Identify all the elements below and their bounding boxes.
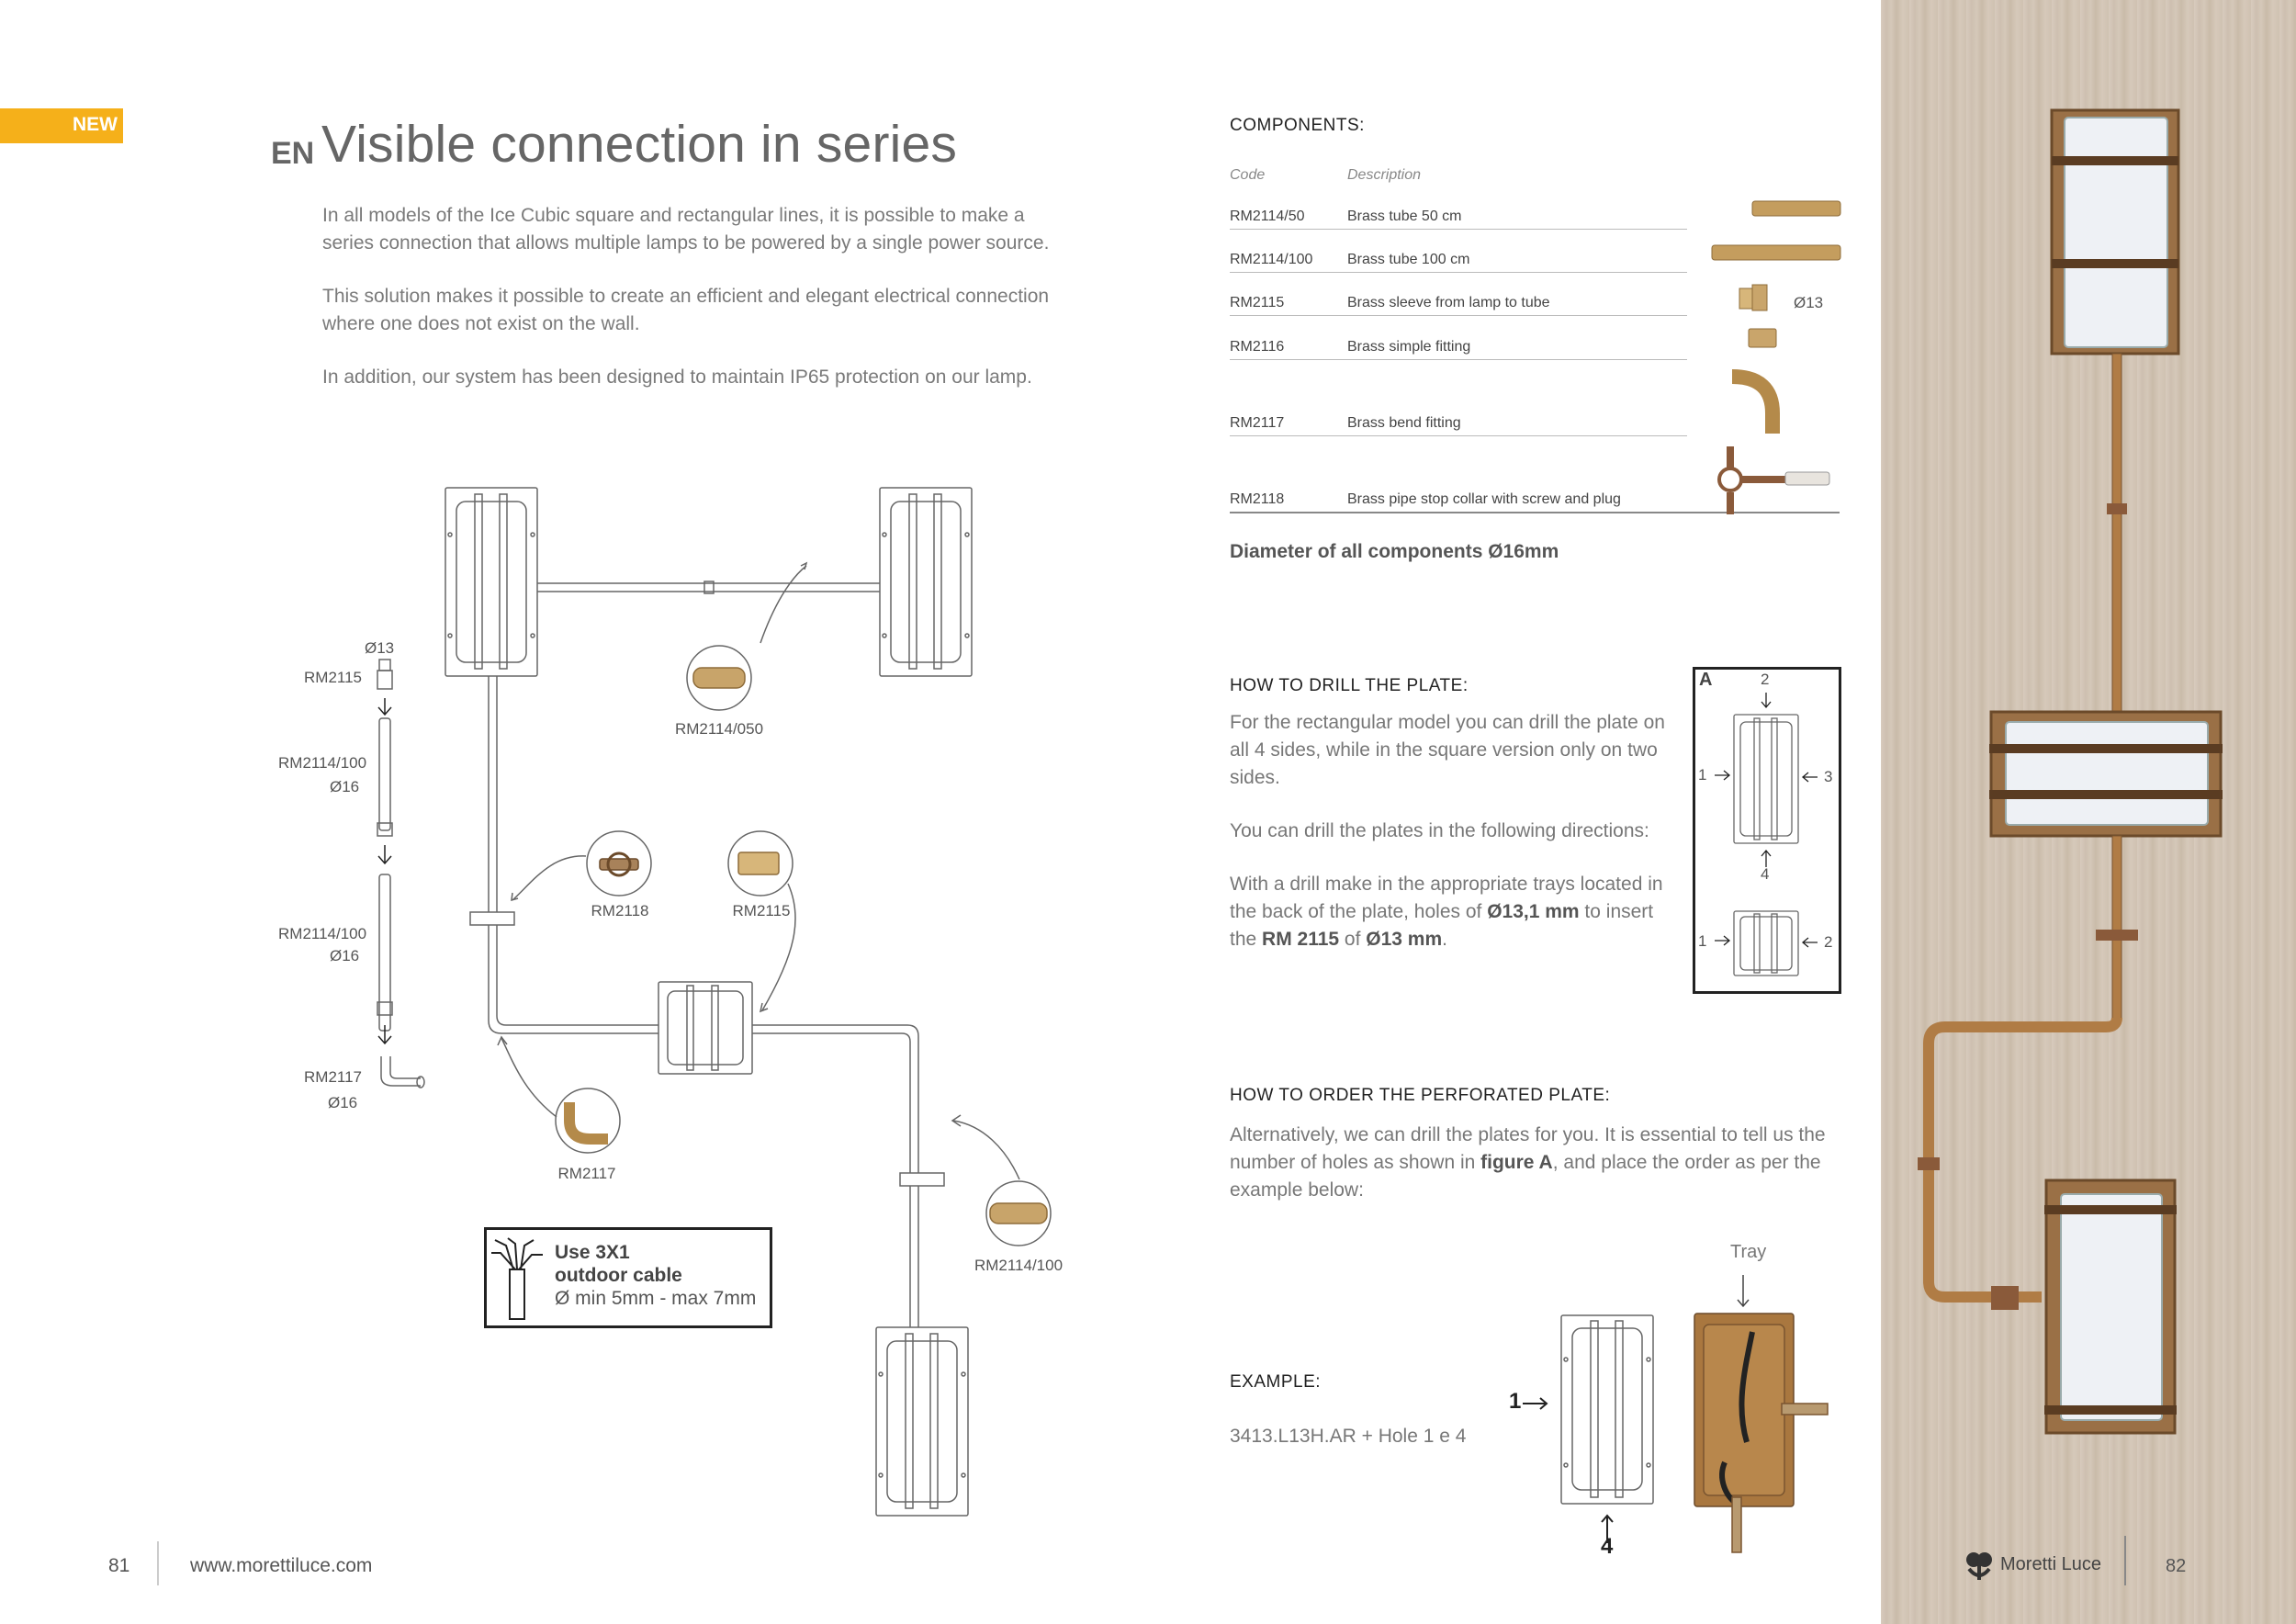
component-row xyxy=(1230,326,1687,360)
callout-label-rm2115: RM2115 xyxy=(732,902,791,919)
drill-part-code: RM 2115 xyxy=(1262,929,1340,950)
pipe-network xyxy=(470,581,944,1327)
figure-a-s2: 2 xyxy=(1824,933,1833,951)
figure-a-n3: 3 xyxy=(1824,768,1833,785)
components-heading: COMPONENTS: xyxy=(1230,116,1365,135)
intro-text xyxy=(322,202,1071,417)
tube-100-thumb xyxy=(1712,245,1840,260)
new-badge: NEW xyxy=(0,108,123,143)
component-description: Brass simple fitting xyxy=(1347,339,1471,355)
cable-line-1: Use 3X1 xyxy=(555,1242,630,1263)
component-row xyxy=(1230,239,1687,273)
side-label-rm2117: RM2117 xyxy=(304,1068,362,1086)
example-code: 3413.L13H.AR + Hole 1 e 4 xyxy=(1230,1426,1467,1447)
drill-p3-text-c: to insert the xyxy=(1230,901,1654,950)
drill-hole-size: Ø13,1 mm xyxy=(1487,901,1580,922)
side-label-d16-a: Ø16 xyxy=(330,778,360,795)
brand-name: Moretti Luce xyxy=(2000,1554,2102,1574)
drill-p3-text-e: of xyxy=(1339,929,1367,950)
drill-p3-text-g: . xyxy=(1442,929,1447,950)
drill-text xyxy=(1230,709,1676,953)
tube-50-thumb xyxy=(1752,201,1840,216)
cable-line-3: Ø min 5mm - max 7mm xyxy=(555,1288,757,1309)
callout-rm2117 xyxy=(498,1037,620,1153)
collar-thumb xyxy=(1719,446,1829,514)
figure-a-n2: 2 xyxy=(1761,671,1770,688)
drill-paragraph-1: For the rectangular model you can drill the plate on all 4 sides, while in the square version only on two sides. xyxy=(1230,712,1665,788)
installation-diagram xyxy=(257,478,1084,1525)
language-code: EN xyxy=(271,136,315,171)
component-row xyxy=(1230,196,1687,230)
lamp-bottom xyxy=(876,1327,968,1516)
callout-label-rm2114-100: RM2114/100 xyxy=(974,1257,1064,1274)
side-label-rm2114-100-b: RM2114/100 xyxy=(278,925,367,942)
photo-lamp-middle xyxy=(1989,712,2223,836)
callout-label-rm2114-050: RM2114/050 xyxy=(674,720,764,738)
figure-a-label: A xyxy=(1699,670,1713,690)
components-col-description: Description xyxy=(1347,167,1422,183)
footer-divider-right xyxy=(2124,1536,2126,1585)
moretti-luce-logo-icon xyxy=(1964,1551,1995,1582)
components-col-code: Code xyxy=(1230,167,1266,183)
component-description: Brass tube 100 cm xyxy=(1347,252,1470,267)
fitting-thumb xyxy=(1749,329,1776,347)
component-code: RM2118 xyxy=(1230,491,1285,507)
photo-lamp-top xyxy=(2052,110,2178,354)
component-code: RM2115 xyxy=(1230,295,1285,310)
page-number-right: 82 xyxy=(2166,1556,2187,1576)
website-link[interactable]: www.morettiluce.com xyxy=(190,1555,373,1576)
component-row xyxy=(1230,282,1687,316)
callout-rm2114-100 xyxy=(952,1115,1051,1246)
cable-info-text xyxy=(555,1241,756,1310)
figure-a-s1: 1 xyxy=(1698,932,1707,950)
component-code: RM2114/50 xyxy=(1230,209,1305,224)
cable-icon xyxy=(490,1236,546,1323)
bend-thumb xyxy=(1732,377,1773,434)
lamp-top-right xyxy=(880,488,972,676)
tray-photo xyxy=(1694,1314,1828,1552)
drill-paragraph-3 xyxy=(1230,871,1676,953)
component-code: RM2116 xyxy=(1230,339,1285,355)
figure-a-n1: 1 xyxy=(1698,766,1707,784)
side-label-rm2114-100-a: RM2114/100 xyxy=(278,754,367,772)
intro-paragraph-2: This solution makes it possible to create an efficient and elegant electrical connection where one does not exist on the wall. xyxy=(322,286,1050,334)
photo-lamp-bottom xyxy=(2044,1180,2177,1433)
component-row xyxy=(1230,402,1687,436)
exploded-parts xyxy=(377,660,424,1088)
order-heading: HOW TO ORDER THE PERFORATED PLATE: xyxy=(1230,1086,1611,1105)
sleeve-diameter-label: Ø13 xyxy=(1794,294,1824,311)
component-code: RM2117 xyxy=(1230,415,1285,431)
figure-a-n4: 4 xyxy=(1761,865,1770,883)
callout-rm2118 xyxy=(512,831,651,900)
callout-label-rm2117: RM2117 xyxy=(557,1165,616,1182)
component-description: Brass sleeve from lamp to tube xyxy=(1347,295,1550,310)
figure-a-drawing xyxy=(1693,667,1841,994)
page-number-left: 81 xyxy=(108,1555,130,1576)
side-label-d13: Ø13 xyxy=(365,639,395,657)
side-label-d16-c: Ø16 xyxy=(328,1094,358,1111)
component-code: RM2114/100 xyxy=(1230,252,1313,267)
side-label-d16-b: Ø16 xyxy=(330,947,360,964)
example-heading: EXAMPLE: xyxy=(1230,1372,1322,1392)
component-description: Brass bend fitting xyxy=(1347,415,1461,431)
example-n1: 1 xyxy=(1509,1389,1522,1414)
callout-label-rm2118: RM2118 xyxy=(591,902,649,919)
side-label-rm2115: RM2115 xyxy=(304,669,362,686)
footer-divider-left xyxy=(157,1541,159,1585)
intro-paragraph-3: In addition, our system has been designed to maintain IP65 protection on our lamp. xyxy=(322,367,1032,388)
tray-label: Tray xyxy=(1730,1242,1767,1262)
page-title: Visible connection in series xyxy=(321,115,958,174)
component-description: Brass pipe stop collar with screw and plug xyxy=(1347,491,1621,507)
component-description: Brass tube 50 cm xyxy=(1347,209,1462,224)
intro-paragraph-1: In all models of the Ice Cubic square and rectangular lines, it is possible to make a series connection that allows multiple lamps to be powered by a single power source. xyxy=(322,205,1050,254)
cable-line-2: outdoor cable xyxy=(555,1265,682,1286)
drill-paragraph-2: You can drill the plates in the following directions: xyxy=(1230,820,1649,841)
order-figure-ref: figure A xyxy=(1480,1152,1553,1173)
order-text xyxy=(1230,1122,1847,1204)
product-photo-drawing xyxy=(1881,0,2296,1624)
example-n4: 4 xyxy=(1601,1534,1614,1559)
lamp-middle xyxy=(658,982,752,1074)
diameter-note: Diameter of all components Ø16mm xyxy=(1230,541,1559,562)
drill-p3-text-a: With a drill make in the appropriate trays located in the back of the plate, holes of xyxy=(1230,874,1663,922)
order-text-a: Alternatively, we can drill the plates for you. It is essential to tell us the number of holes as shown in xyxy=(1230,1124,1826,1173)
lamp-top-left xyxy=(445,488,537,676)
drill-heading: HOW TO DRILL THE PLATE: xyxy=(1230,676,1469,695)
example-drawing xyxy=(1506,1268,1846,1562)
drill-sleeve-size: Ø13 mm xyxy=(1366,929,1443,950)
component-thumbnails xyxy=(1706,193,1844,524)
order-text-c: , and place the order as per the example below: xyxy=(1230,1152,1821,1201)
